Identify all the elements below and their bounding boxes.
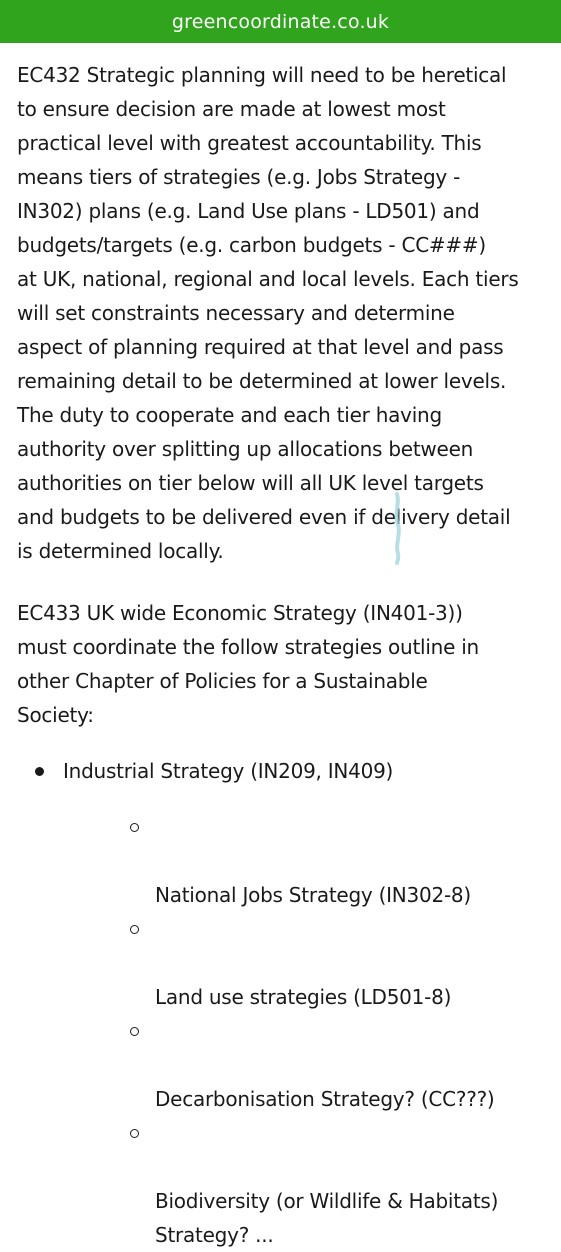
strategy-list: [17, 754, 549, 1252]
bullet-circle-icon: [130, 1129, 139, 1138]
sub-item-label: Land use strategies (LD501-8): [155, 985, 452, 1009]
list-item-label: Industrial Strategy (IN209, IN409): [63, 759, 394, 783]
bullet-circle-icon: [130, 823, 139, 832]
url-text[interactable]: greencoordinate.co.uk: [171, 10, 390, 33]
bullet-disc-icon: [35, 767, 44, 776]
sub-item-label: Biodiversity (or Wildlife & Habitats) Strategy? ...: [155, 1189, 499, 1247]
list-item: [63, 912, 549, 1014]
list-item: [63, 1116, 549, 1252]
list-item: [63, 1014, 549, 1116]
bullet-circle-icon: [130, 1027, 139, 1036]
sub-strategy-list: [63, 810, 549, 1252]
list-item: [17, 754, 549, 1252]
address-bar[interactable]: [0, 0, 561, 43]
article-body: [17, 58, 549, 1252]
bullet-circle-icon: [130, 925, 139, 934]
list-item: [63, 810, 549, 912]
paragraph-ec432: EC432 Strategic planning will need to be heretical to ensure decision are made at lowest most practical level with greatest accountability. This means tiers of strategies (e.g. Jobs Strategy - IN302) plans (e.g. Land Use plans - LD501) and budgets/targets (e.g. carbon budgets - CC###) at UK, national, regional and local levels. Each tiers will set constraints necessary and determine aspect of planning required at that level and pass remaining detail to be determined at lower levels. The duty to cooperate and each tier having authority over splitting up allocations between authorities on tier below will all UK level targets and budgets to be delivered even if delivery detail is determined locally.: [17, 63, 519, 563]
sub-item-label: National Jobs Strategy (IN302-8): [155, 883, 471, 907]
sub-item-label: Decarbonisation Strategy? (CC???): [155, 1087, 495, 1111]
screen-smudge-mark: [389, 492, 405, 564]
paragraph-ec433: EC433 UK wide Economic Strategy (IN401-3)) must coordinate the follow strategies outline in other Chapter of Policies for a Sustainable Society:: [17, 601, 479, 727]
